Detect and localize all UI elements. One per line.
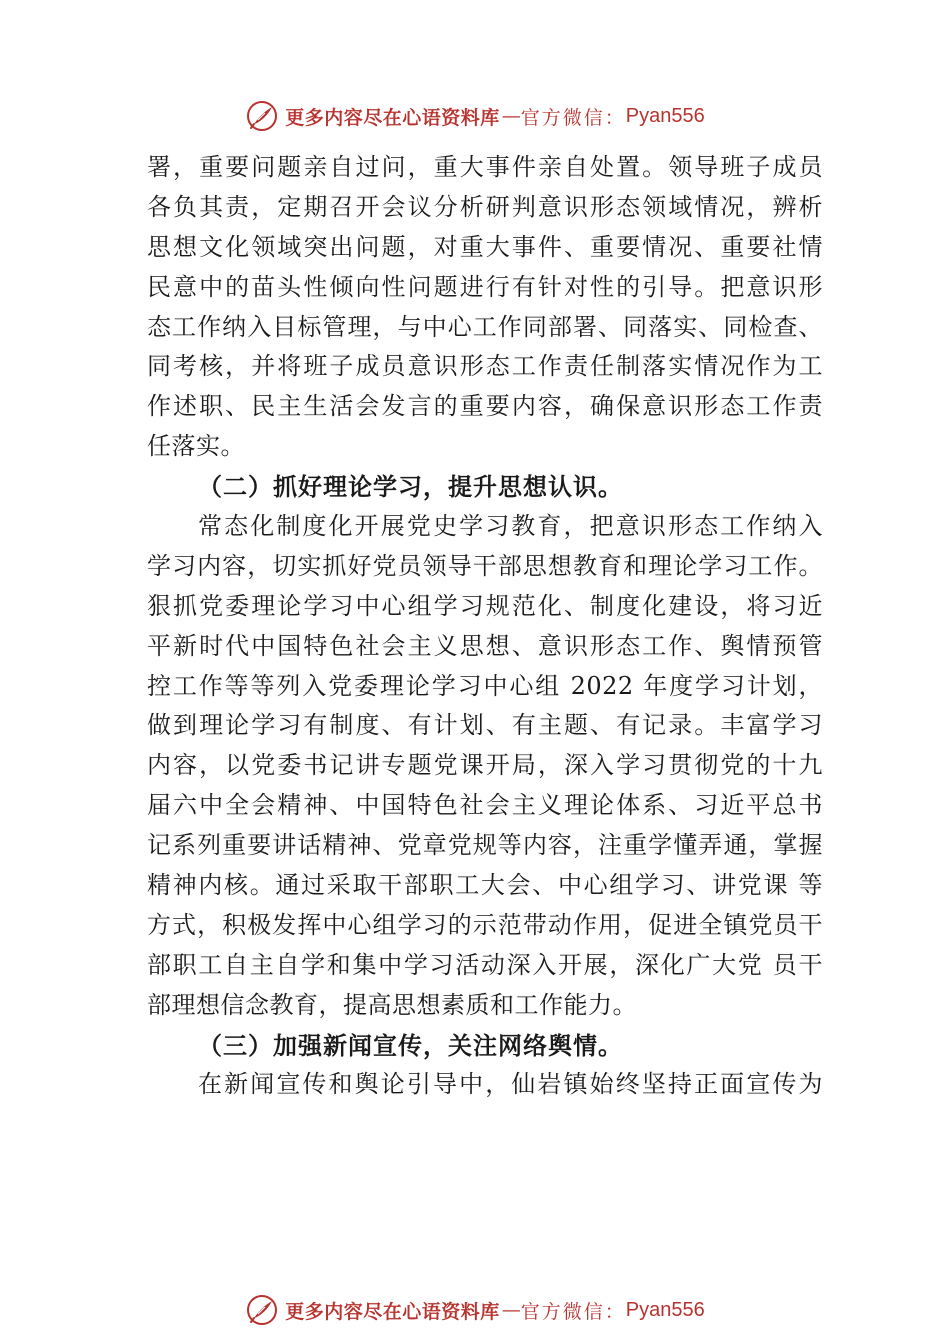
paragraph-line: 届六中全会精神、中国特色社会主义理论体系、习近平总书 [147,791,823,820]
paragraph-line: 记系列重要讲话精神、党章党规等内容，注重学懂弄通，掌握 [147,831,823,860]
paragraph-last-line: 任落实。 [147,432,245,461]
paragraph-line: 做到理论学习有制度、有计划、有主题、有记录。丰富学习 [147,711,823,740]
paragraph-first-line: 常态化制度化开展党史学习教育，把意识形态工作纳入 [198,512,823,541]
paragraph-line: 平新时代中国特色社会主义思想、意识形态工作、舆情预管 [147,631,823,660]
feather-pen-logo-icon [245,1293,279,1327]
feather-pen-logo-icon [245,99,279,133]
document-body [147,148,823,1105]
watermark-brand: 更多内容尽在心语资料库 [285,106,500,129]
paragraph-line: 作述职、民主生活会发言的重要内容，确保意识形态工作责 [147,392,823,421]
paragraph-line: 各负其责，定期召开会议分析研判意识形态领域情况，辨析 [147,192,823,221]
paragraph-last-line: 部理想信念教育，提高思想素质和工作能力。 [147,990,637,1019]
paragraph-line: 内容，以党委书记讲专题党课开局，深入学习贯彻党的十九 [147,751,823,780]
paragraph-line: 民意中的苗头性倾向性问题进行有针对性的引导。把意识形 [147,272,823,301]
paragraph-line: 思想文化领域突出问题，对重大事件、重要情况、重要社情 [147,232,823,261]
paragraph-line: 方式，积极发挥中心组学习的示范带动作用，促进全镇党员干 [147,910,823,939]
section-heading: （二）抓好理论学习，提升思想认识。 [198,472,623,502]
paragraph-line: 态工作纳入目标管理，与中心工作同部署、同落实、同检查、 [147,312,823,341]
footer-watermark [0,1290,950,1330]
watermark-brand: 更多内容尽在心语资料库 [285,1300,500,1323]
paragraph-line: 同考核，并将班子成员意识形态工作责任制落实情况作为工 [147,352,823,381]
watermark-wechat-id: Pyan556 [625,1298,705,1321]
watermark-dash: — [501,105,519,127]
watermark-label: 官方微信： [520,106,626,129]
paragraph-line: 精神内核。通过采取干部职工大会、中心组学习、讲党课 等 [147,871,823,900]
paragraph-line: 部职工自主自学和集中学习活动深入开展，深化广大党 员干 [147,950,823,979]
header-watermark [0,96,950,136]
paragraph-line: 狠抓党委理论学习中心组学习规范化、制度化建设，将习近 [147,591,823,620]
watermark-label: 官方微信： [520,1300,626,1323]
paragraph-line: 学习内容，切实抓好党员领导干部思想教育和理论学习工作。 [147,551,823,580]
paragraph-first-line: 在新闻宣传和舆论引导中，仙岩镇始终坚持正面宣传为 [198,1070,823,1099]
watermark-wechat-id: Pyan556 [625,104,705,127]
paragraph-line: 控工作等等列入党委理论学习中心组 2022 年度学习计划， [147,671,823,700]
section-heading: （三）加强新闻宣传，关注网络舆情。 [198,1030,623,1060]
paragraph-line: 署，重要问题亲自过问，重大事件亲自处置。领导班子成员 [147,153,823,181]
watermark-dash: — [501,1299,519,1321]
